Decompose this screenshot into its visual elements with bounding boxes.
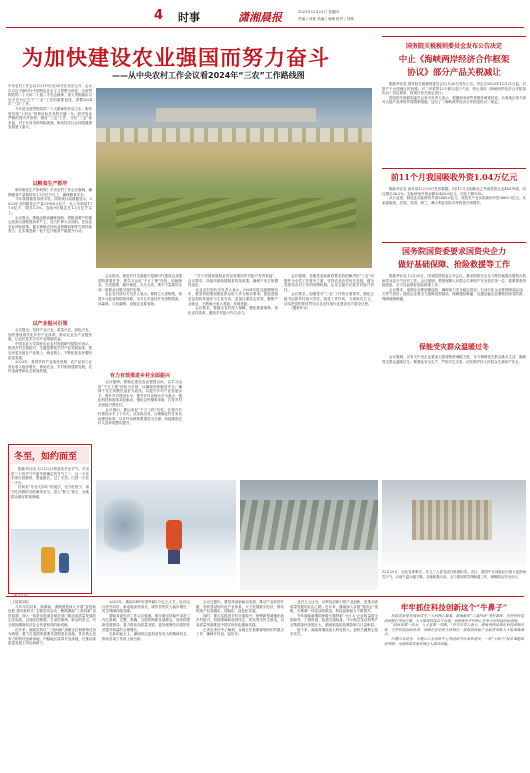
bottom-col1: （上接第1版） 今年年初以来，新湖南、潇湘晨报深入开展“奋进新征程 建功新时代”主题宣传活动，聚焦湖南“三高四新”美好蓝图，深入一线采访报道各地各部门推动高质量发展的生动实践，以翔实的数据、生动的事例、鲜活的语言，充分展现湖南经济社会发展取得的新成就。 近年来，湖南坚持以“三高四新”战略定位和使命任务为统领，着力打造国家重要先进制造业高地、具有核心竞争力的科技创新高地、内陆地区改革开放高地，在推动高质量发展上闯出新路子。 bbox=[8, 600, 96, 646]
news3-body: 据新华社电 12月20日，国务院国资委召开会议，要求国资央企全力做好地震抗震救灾和雨雪冰冻天气应对工作。会议强调，要把保障人民群众生命财产安全放在第一位，抓紧排查风险隐患，全力以赴做好抢险救援工作。 会议要求，电网企业要加强巡检，确保电力安全稳定供应；石油石化企业要保障成品油、天然气供应；通信企业要全力抢修受损基站，保障通信畅通；交通运输企业要做好除雪防滑，保障道路畅通。 bbox=[382, 274, 526, 301]
lead-body-col1c: 会议提出，坚持产业兴农、质量兴农、绿色兴农，加快建设现代化乡村产业体系，推动农业全产业链发展，让农民更多分享产业增值收益。 中国农业大学国家农业农村发展研究院院长表示，推进乡村全面振兴，关键是要把乡村产业发展起来，把农民更多留在产业链上、就业链上，不断拓宽农民增收致富渠道。 2023年，我国乡村产业加快发展，农产品加工业营业收入稳步增长，休闲农业、乡村旅游蓬勃发展，农村电商等新业态快速发展。 bbox=[8, 328, 92, 374]
page-header bbox=[152, 8, 524, 26]
masthead-logo: 潇湘晨报 bbox=[238, 11, 282, 24]
news3-headline-1: 国务院国资委要求国资央企力 bbox=[402, 246, 506, 256]
lead-body-col1b: 明年粮食生产如何抓？中央农村工作会议强调，确保粮食产量保持在1.3万亿斤以上，确保粮食安全。 今年我国粮食再获丰收。国家统计局数据显示，2023年全国粮食总产量13908.2亿斤，比上年增加177.6亿斤，增长1.3%，连续9年稳定在1.3万亿斤以上。 会议提出，要稳定粮食播种面积，把粮食增产的重心放到大面积提高单产上，加力扩种大豆油料。在优化农业补贴政策，健全种粮农民收益保障机制等方面持续发力，扎实推进新一轮千亿斤粮食产能提升行动。 bbox=[8, 188, 92, 234]
lead-body-col2: 会议指出，推进乡村全面振兴是新时代建设农业强国的重要任务，要学习运用“千万工程”经验，因地制宜、分类施策，循序渐进、久久为功，集中力量抓好办成一批群众可感可及的实事。 农业农村部有关负责人表示，要树立大食物观，构建多元化食物供给体系，全方位多途径开发食物资源，向森林、江河湖海、设施农业要食物。 bbox=[98, 274, 182, 306]
dongzhi-title: 冬至，如约而至 bbox=[11, 447, 89, 464]
snow-caption-text: 12月20日，河北省邯郸市，环卫工人冒雪清扫路面积雪。近日，我国中东部地区出现大范围雨雪天气，多地气温大幅下降。各地积极行动，全力做好除雪保畅通工作，保障群众安全出行。 bbox=[382, 570, 526, 579]
dongzhi-photo-caption: （新华社发） bbox=[11, 593, 31, 597]
dongzhi-column bbox=[8, 444, 92, 597]
bottom-right-title: 牢牢抓住科技创新这个“牛鼻子” bbox=[400, 603, 508, 612]
news2-box bbox=[382, 168, 526, 240]
news3-headline-2: 做好基础保障、抢险救援等工作 bbox=[398, 259, 510, 269]
news2-headline: 前11个月我国吸收外资1.04万亿元 bbox=[390, 172, 518, 182]
dongzhi-body: 据新华社电 12月22日将迎来冬至节气。冬至是二十四节气中最早被确定的节气之一，这一天北半球白昼最短、黑夜最长，过了冬至，白昼一天比一天长。 民间有“冬至大如年”的说法，北方吃饺子、南方吃汤圆的习俗流传至今。进入“数九”寒天，各地群众做好防寒保暖。 bbox=[11, 467, 89, 499]
news1-box bbox=[382, 36, 526, 166]
snow-photo bbox=[96, 480, 236, 590]
news3-section-label: 保能受灾群众温暖过冬 bbox=[419, 342, 489, 351]
lead-body-col2b: 会议强调，要锚定建设农业强国目标，以学习运用“千万工程”经验为引领，以确保国家粮食安全、确保不发生规模性返贫为底线，以提升乡村产业发展水平、提升乡村建设水平、提升乡村治理水平为重点，强化科技和改革双轮驱动，强化农民增收举措，打好乡村全面振兴漂亮仗。 会议指出，要运用好“千万工程”经验，在提升乡村建设水平上下功夫。从实际出发，合理确定村庄布局和建设标准，以乡村治理体系建设为支撑，持续推进农村人居环境整治提升。 bbox=[98, 380, 182, 426]
news3-box bbox=[382, 242, 526, 474]
news1-body: 据新华社电 国务院关税税则委员会12月20日发布公告，决定自2023年12月21日起，对原产于台湾地区的丙烯、对二甲苯等12个税目进口产品，停止适用《海峡两岸经济合作框架协议》协定税率，按现行有关规定执行。 国务院关税税则委员会有关负责人表示，根据商务部贸易壁垒调查结论，台湾地区单方面对大陆产品采取贸易限制措施，违反了《海峡两岸经济合作框架协议》规定。 bbox=[382, 82, 526, 105]
news2-body: 据新华社电 商务部12月20日发布数据，1至11月全国新设立外商投资企业48078家，同比增长36.2%；实际使用外资金额10420.6亿元，同比下降10%。 从行业看，制造业实际使用外资2849.6亿元，高技术产业实际使用外资3869.3亿元。从来源地看，法国、英国、荷兰、澳大利亚实际对华投资分别增长。 bbox=[382, 187, 526, 205]
bottom-col3: 会议还提出，要坚持创新驱动发展，推动产业转型升级，加快建设现代化产业体系，大力发展数字经济，推动传统产业高端化、智能化、绿色化发展。 同时，要扎实推进乡村全面振兴，统筹新型城镇化和乡村振兴，持续保障和改善民生，切实兜牢民生底线，以高质量发展推进中国式现代化湖南实践。 记者在采访中了解到，各地正在抓紧谋划明年的重点工作，确保开好局、起好步。 bbox=[196, 600, 284, 637]
bottom-right-body: 科技创新是发展新质生产力的核心要素。湖南聚焦“三高四新”美好蓝图，坚持把科技创新摆在突出位置，大力推进科技自立自强，加快建设具有核心竞争力的科技创新高地。 “创新是第一动力，人才是第一资源。”有关负责人表示，湖南将持续深化科技体制改革，完善科技创新体系，加强企业创新主体地位，促进创新链产业链资金链人才链深度融合。 岳麓山实验室、岳麓山工业创新中心等创新平台加快建设，一批“卡脖子”技术难题取得突破，为湖南高质量发展注入强劲动能。 bbox=[384, 614, 524, 646]
lead-section-label-1: 以粮食生产抓牢 bbox=[32, 181, 68, 187]
bottom-col2: 2023年，湖南GDP有望突破5万亿元大关，经济运行回升向好，新动能加快成长，城乡居民收入稳步增长，民生保障持续加强。 湖南省委经济工作会议强调，明年要坚持稳中求进工作总基调，完整、准确、全面贯彻新发展理念，加快构建新发展格局，着力推动高质量发展，更好统筹经济质的有效提升和量的合理增长。 在新的起点上，湖南将以更加奋发有为的精神状态，推动各项工作再上新台阶。 bbox=[102, 600, 190, 641]
bottom-col4: 业内人士认为，以科技创新引领产业创新，是推动高质量发展的必由之路。近年来，湖南深入实施“强省会”战略，长株潭一体化加快推进，科技创新能力不断提升。 今年湖南新增国家级专精特新“小巨人”企业数量居全国前列，工程机械、轨道交通装备、中小航空发动机等产业集群加快发展壮大，湖南制造的品牌影响力日益彰显。 接下来，湖南将继续加大科技投入，加快关键核心技术攻关。 bbox=[290, 600, 378, 637]
lead-subheadline: ——从中央农村工作会议看2024年“三农”工作路线图 bbox=[112, 71, 305, 80]
news3-body2: 会议强调，各有关中央企业要加大救援物资调配力度，全力保障受灾群众基本生活，确保受灾群众温暖过冬。要强化安全生产，严防次生灾害，切实维护好人民群众生命财产安全。 bbox=[382, 355, 526, 364]
header-rule bbox=[6, 27, 524, 28]
snow-photo-right bbox=[240, 480, 378, 590]
news1-headline-1: 中止《海峡两岸经济合作框架 bbox=[398, 55, 510, 65]
snow-photo-caption bbox=[382, 480, 526, 610]
news1-kicker: 国务院关税税则委员会发布公告决定 bbox=[405, 43, 502, 50]
lead-body-col3: “关于巩固拓展脱贫攻坚成果同乡村振兴有效衔接”，会议要求，持续巩固拓展脱贫攻坚成果，确保不发生规模性返贫。 农业农村部有关负责人表示，2024年是过渡期第四年，要坚持把增加脱贫群众收入作为根本要求，把促进脱贫县加快发展作为主攻方向，更加注重扶志扶智，聚焦产业就业，不断缩小收入差距、发展差距。 会议要求，要健全农村投入保障，强化要素保障，深化农村改革，激发乡村振兴内生动力。 bbox=[188, 274, 278, 315]
lead-section-label-3: 有力有效推进乡村全面振兴 bbox=[109, 373, 170, 379]
date-line: 2023年12月21日 星期四 bbox=[298, 10, 339, 14]
lead-body-col4: 会议强调，各级党委和政府要坚持把解决好“三农”问题作为全党工作重中之重，坚持农业农村优先发展，健全党领导农村工作的体制机制，压实五级书记抓乡村振兴责任。 会议要求，加强党对“三农”工作的全面领导，强化五级书记抓乡村振兴责任，改进工作作风，力戒形式主义，切实把党的领导贯穿农业农村现代化建设各方面全过程。 （据新华社） bbox=[284, 274, 374, 311]
section-name: 时事 bbox=[178, 11, 200, 24]
bottom-rule bbox=[6, 596, 524, 597]
lead-body-col1: 中央农村工作会议12月19日至20日在北京召开，会议以习近平新时代中国特色社会主义思想为指导，全面贯彻党的二十大和二十届二中全会精神，深入贯彻落实习近平总书记关于“三农”工作的重要论述，部署2024年“三农”工作。 今年是全面贯彻党的二十大精神的开局之年，明年是实现“十四五”规划目标任务的关键一年。面对复杂严峻的国内外形势，做好“三农”工作，守好“三农”基本盘，对于应对各种风险挑战、推动经济社会持续健康发展意义重大。 bbox=[8, 84, 92, 130]
editor-line: 责编 / 刘赛 美编 / 周珊 校对 / 刘燕 bbox=[298, 17, 354, 21]
page-number: 4 bbox=[154, 8, 164, 23]
lead-section-label-2: 以产业振兴引领 bbox=[32, 321, 68, 327]
dongzhi-photo bbox=[11, 529, 89, 591]
lead-photo bbox=[96, 88, 372, 268]
news1-headline-2: 协议》部分产品关税减让 bbox=[407, 68, 501, 78]
lead-headline: 为加快建设农业强国而努力奋斗 bbox=[22, 45, 330, 70]
